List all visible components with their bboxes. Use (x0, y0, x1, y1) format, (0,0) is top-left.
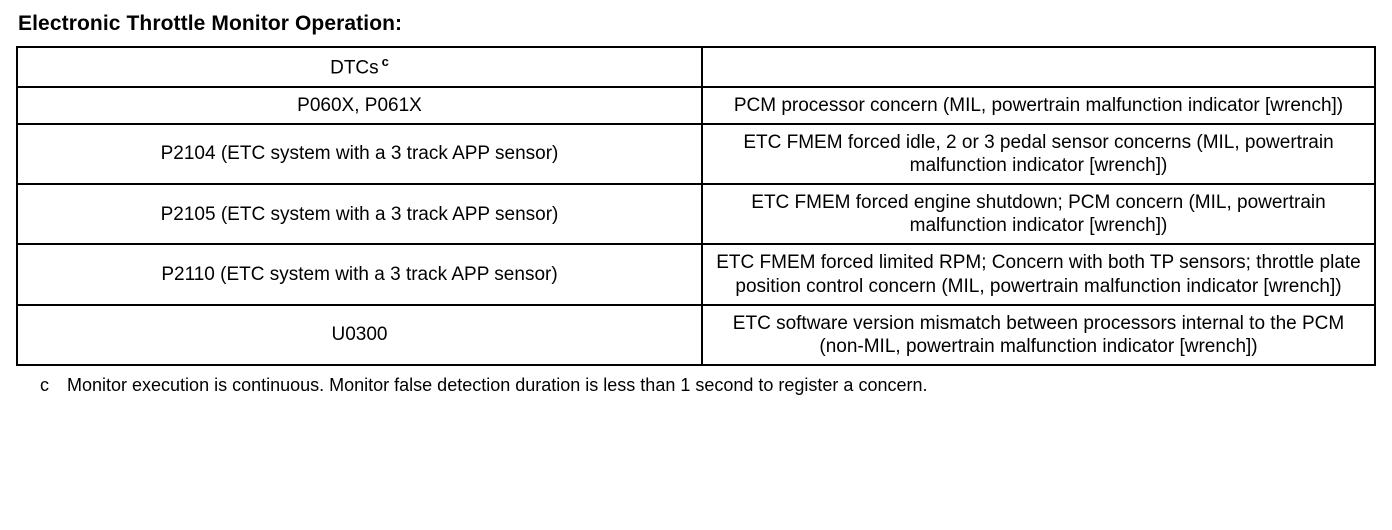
footnote-marker-c: c (381, 54, 389, 69)
footnote (16, 375, 1376, 396)
table-row (17, 124, 1375, 184)
cell-description: ETC FMEM forced idle, 2 or 3 pedal sensor concerns (MIL, powertrain malfunction indicator [wrench]) (702, 124, 1375, 184)
table-row (17, 244, 1375, 304)
table-row (17, 184, 1375, 244)
footnote-label: c (40, 375, 49, 396)
cell-dtc: U0300 (17, 305, 702, 365)
cell-description: PCM processor concern (MIL, powertrain malfunction indicator [wrench]) (702, 87, 1375, 124)
cell-description: ETC software version mismatch between processors internal to the PCM (non-MIL, powertrain malfunction indicator [wrench]) (702, 305, 1375, 365)
table-row (17, 305, 1375, 365)
column-header-dtcs-label: DTCs (330, 57, 379, 79)
table-header-row (17, 47, 1375, 87)
cell-description: ETC FMEM forced engine shutdown; PCM concern (MIL, powertrain malfunction indicator [wrench]) (702, 184, 1375, 244)
column-header-description (702, 47, 1375, 87)
footnote-text: Monitor execution is continuous. Monitor false detection duration is less than 1 second to register a concern. (67, 375, 928, 396)
cell-dtc: P2110 (ETC system with a 3 track APP sensor) (17, 244, 702, 304)
cell-dtc: P2105 (ETC system with a 3 track APP sensor) (17, 184, 702, 244)
cell-dtc: P060X, P061X (17, 87, 702, 124)
table-row (17, 87, 1375, 124)
page-title: Electronic Throttle Monitor Operation: (18, 12, 403, 35)
cell-dtc: P2104 (ETC system with a 3 track APP sensor) (17, 124, 702, 184)
column-header-dtcs (17, 47, 702, 87)
cell-description: ETC FMEM forced limited RPM; Concern with both TP sensors; throttle plate position control concern (MIL, powertrain malfunction indicator [wrench]) (702, 244, 1375, 304)
dtc-table (16, 46, 1376, 366)
